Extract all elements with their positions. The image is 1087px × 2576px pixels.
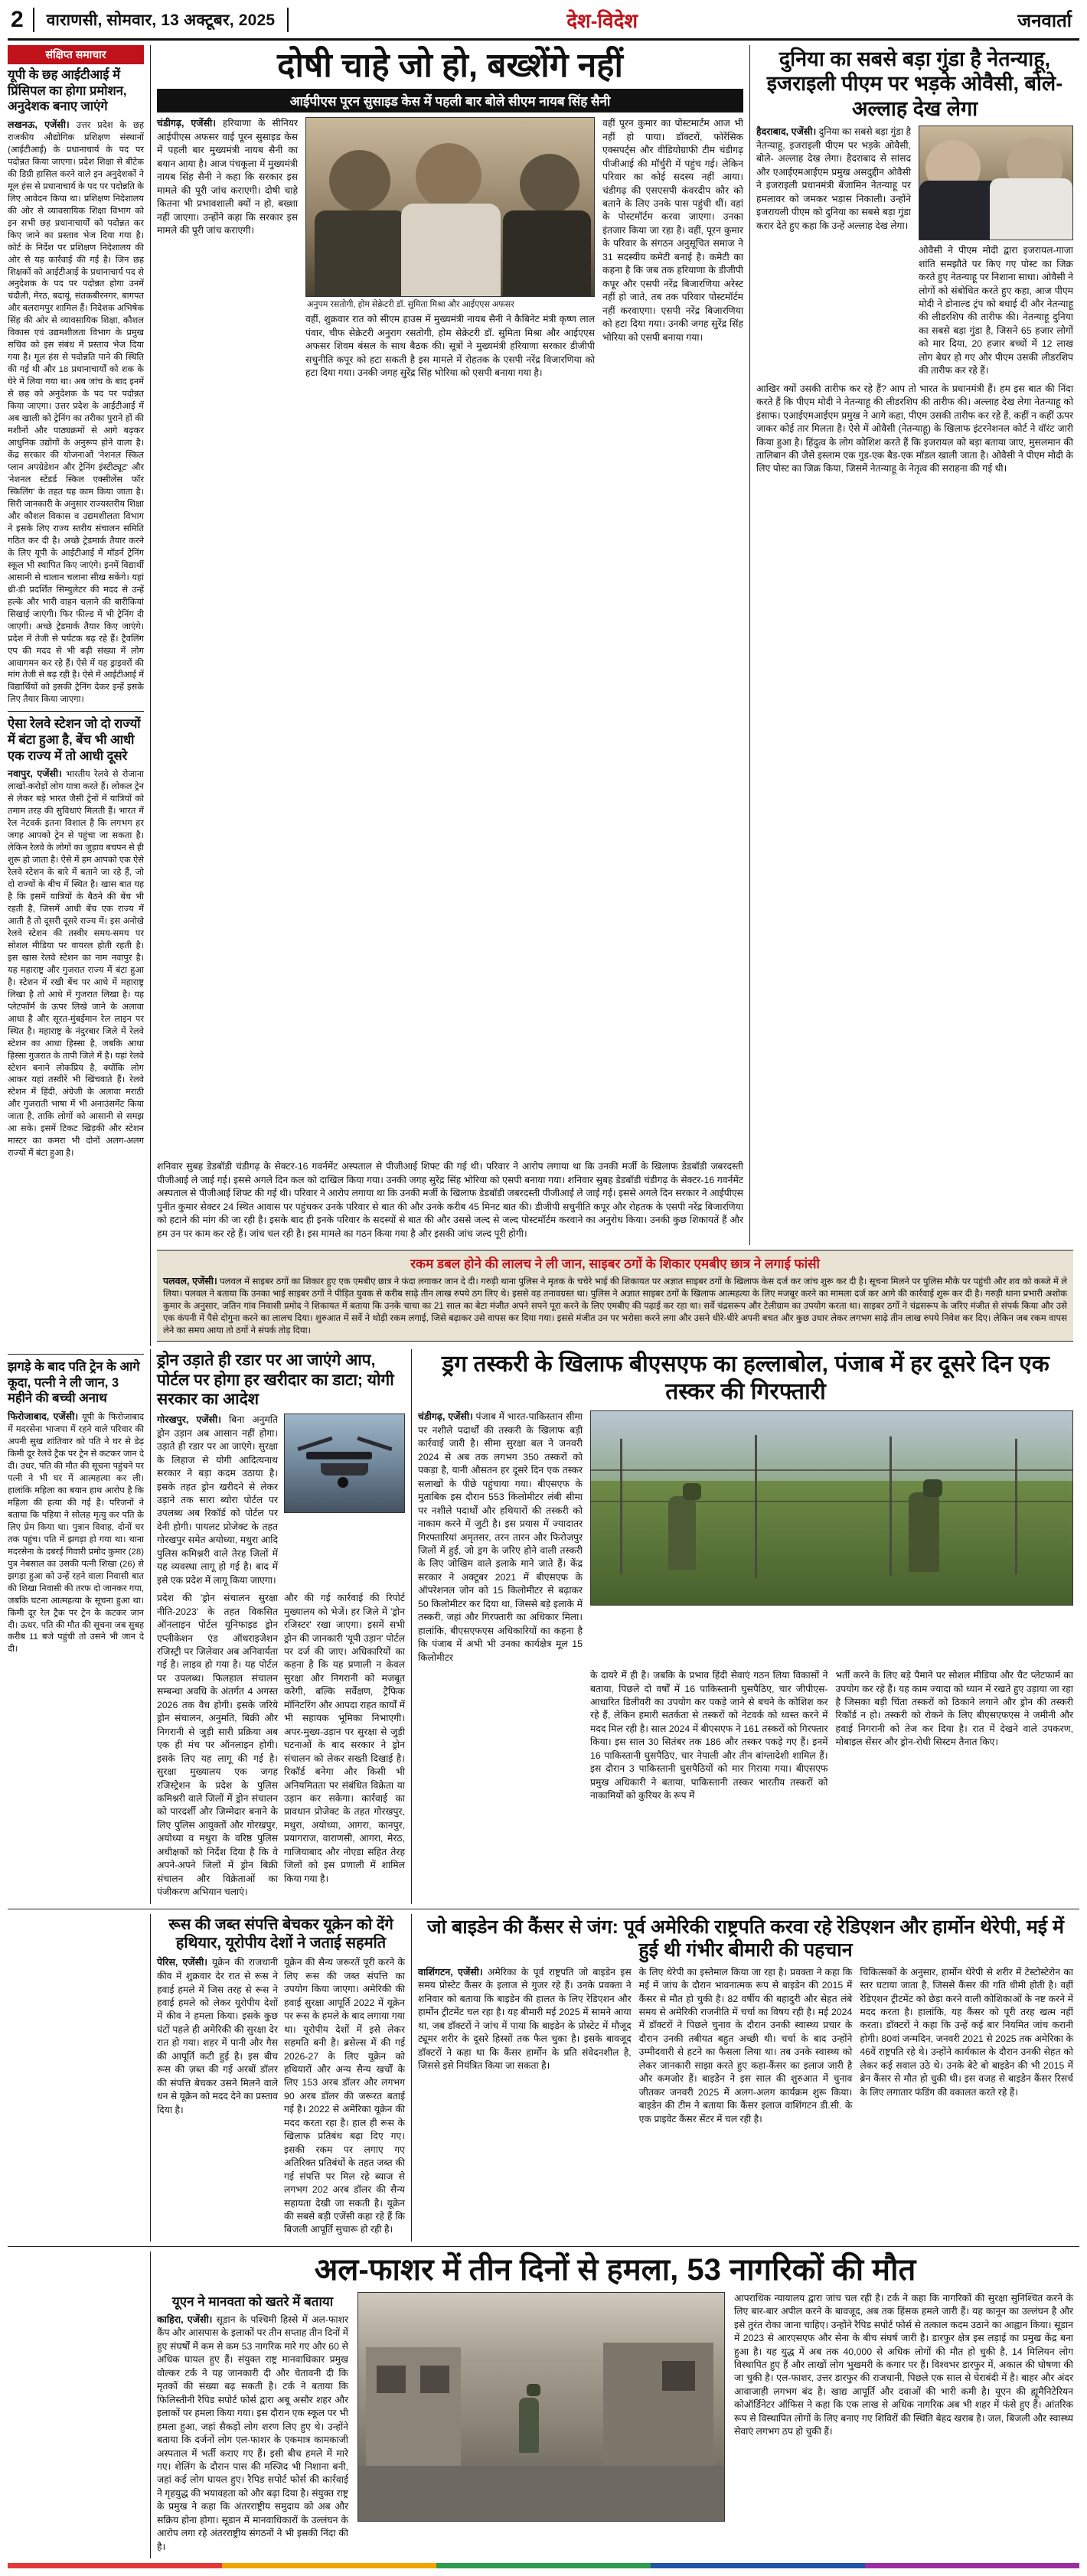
dateline: चंडीगढ़, एजेंसी। (418, 1411, 473, 1423)
dateline: हैदराबाद, एजेंसी। (756, 126, 817, 138)
lead-col-3: वहीं पूरन कुमार का पोस्टमार्टम आज भी नहीं हो पाया। डॉक्टरों, फोरेंसिक एक्सपर्ट्स और वीडियोग्राफी टीम चंडीगढ़ पीजीआई की मॉर्चुरी में पहुंच गई। लेकिन परिवार का कोई सदस्य नहीं आया। चंडीगढ़ की एसएसपी कंवरदीप कौर को बताने के लिए उनके पास पहुंची थीं। वहां के पोस्टमॉर्टम करवा जाएगा। उनका इंतजार किया जा रहा है। वहीं, पूरन कुमार के परिवार के संगठन अनुसूचित समाज ने 31 सदस्यीय कमेटी बनाई है। कमेटी का कहना है कि जब तक हरियाणा के डीजीपी कपूर और एसपी नरेंद्र बिजारणिया अरेस्ट नहीं हो जाते, तब तक परिवार पोस्टमॉर्टम नहीं करवाएगा। एसपी नरेंद्र बिजारणिया को हटा दिया गया। उनकी जगह सुरेंद्र सिंह भोरिया को एसपी बनाया गया। (602, 118, 743, 343)
lead-strap: आईपीएस पूरन सुसाइड केस में पहली बार बोले सीएम नायब सिंह सैनी (157, 89, 743, 112)
lead-story (151, 45, 749, 1160)
masthead-section: देश-विदेश (566, 9, 638, 32)
dateline: पलवल, एजेंसी। (163, 1275, 217, 1286)
masthead-date: वाराणसी, सोमवार, 13 अक्टूबर, 2025 (33, 8, 289, 32)
alfashir-subhead: यूएन ने मानवता को खतरे में बताया (171, 2294, 334, 2309)
left-rail (8, 45, 150, 1160)
rail-headline: यूपी के छह आईटीआई में प्रिंसिपल का होगा प्रमोशन, अनुदेशक बनाए जाएंगे (8, 68, 127, 114)
russia-headline: रूस की जब्त संपत्ति बेचकर यूक्रेन को देंगे हथियार, यूरोपीय देशों ने जताई सहमति (168, 1916, 393, 1952)
page-number: 2 (11, 7, 24, 32)
ovaisi-story (750, 45, 1079, 1160)
alfashir-story (151, 2252, 1079, 2558)
bsf-photo (590, 1410, 1073, 1606)
dateline: नवापुर, एजेंसी। (8, 768, 62, 780)
bsf-col-1: चंडीगढ़, एजेंसी। पंजाब में भारत-पाकिस्तान सीमा पर नशीले पदार्थों की तस्करी के खिलाफ बड़ी कार्रवाई जारी है। सीमा सुरक्षा बल ने जनवरी 2024 से अब तक लगभग 350 तस्करों को पकड़ा है, यानी औसतन हर दूसरे दिन एक तस्कर सलाखों के पीछे पहुंचाया गया। बीएसएफ के मुताबिक इस दौरान 553 किलोमीटर लंबी सीमा पर नशीले पदार्थों और हथियारों की तस्करी को नाकाम करने में जुटी है। इस प्रयास में ज्यादातर गिरफ्तारियां अमृतसर, तरन तारन और फिरोजपुर जिलों में हुई, जो ड्रग के जरिए होने वाली तस्करी के लिए जोखिम वाले इलाके माने जाते हैं। केंद्र सरकार ने अक्टूबर 2021 में बीएसएफ के ऑपरेशनल जोन को 15 किलोमीटर से बढ़ाकर 50 किलोमीटर कर दिया था, जिससे बड़े इलाके में तस्करी, जहां और गिरफ्तारी का अधिकार मिला। हालांकि, बीएसएफएस अधिकारियों का कहना है कि पंजाब में अभी भी उनका कार्यक्षेत्र मूल 15 किलोमीटर (418, 1411, 583, 1663)
ovaisi-col-1: हैदराबाद, एजेंसी। दुनिया का सबसे बड़ा गुंडा है नेतन्याहू, इजराइली पीएम पर भड़के ओवैसी, बोले- अल्लाह देख लेगा। हैदराबाद से सांसद और एआईएमआईएम प्रमुख असदुद्दीन ओवैसी ने इजराइली प्रधानमंत्री बेंजामिन नेतन्याहू पर हमलावर को जमकर भड़ास निकाली। उन्होंने इजरायली पीएम को दुनिया का सबसे बड़ा गुंडा करार देते हुए कहा कि उन्हें अल्लाह देख लेगा। (756, 126, 912, 231)
brief-news-tag: संक्षिप्त समाचार (8, 45, 144, 64)
bsf-col-3: भर्ती करने के लिए बड़े पैमाने पर सोशल मीडिया और चैट प्लेटफार्म का उपयोग कर रहे हैं। यह काम ज्यादा को ध्यान में रखते हुए उड़ाया जा रहा है जिसका बड़ी चिंता तस्करों को ठिकाने लगाने और ड्रोन की तस्करी रिकॉर्ड न हो। तस्करी को रोकने के लिए बीएसएफएस ने जमीनी और हवाई निगरानी को तेज कर दिया है। रात में देखने वाले उपकरण, मोबाइल सेंसर और ड्रोन-रोधी सिस्टम तैनात किए। (835, 1670, 1073, 1748)
drone-col-3: और की गई कार्रवाई की रिपोर्ट मुख्यालय को भेजें। हर जिले में 'ड्रोन रजिस्टर' रखा जाएगा। इसमें सभी ड्रोन की जानकारी 'यूपी उड़ान' पोर्टल पर दर्ज की जाए। अधिकारियों का कहना है कि यह प्रणाली न केवल सुरक्षा और निगरानी को मजबूत करेगी, बल्कि सर्वेक्षण, ट्रैफिक मॉनिटरिंग और आपदा राहत कार्यों में भी सहायक भूमिका निभाएगी। अपर-मुख्य-उड़ान पर सुरक्षा से जुड़ी घटनाओं के बाद सरकार ने ड्रोन संचालन को लेकर सख्ती दिखाई है। रिकॉर्ड बनेगा और किसी भी अनियमितता पर संबंधित विक्रेता या उड़ान कर सकेगा। कार्रवाई का प्रावधान प्रोजेक्ट के तहत गोरखपुर, मथुरा, अयोध्या, आगरा, कानपुर, प्रयागराज, वाराणसी, आगरा, मेरठ, गाजियाबाद और नोएडा सहित तेरह जिलों को इस प्रणाली में शामिल किया गया है। (284, 1593, 405, 1884)
bsf-story (412, 1349, 1079, 1903)
lead-paragraph (157, 117, 298, 237)
list-item (8, 1359, 144, 1656)
rail-body (8, 119, 144, 707)
rail-headline: झगड़े के बाद पति ट्रेन के आगे कूदा, पत्नी ने ली जान, 3 महीने की बच्ची अनाथ (8, 1360, 140, 1406)
lead-photo-caption: अनुपम रसतोगी, होम सेक्रेटरी डॉ. सुमिता मिश्रा और आईएएस अफसर (307, 300, 514, 310)
biden-story (412, 1914, 1079, 2242)
rail-headline: ऐसा रेलवे स्टेशन जो दो राज्यों में बंटा हुआ है, बेंच भी आधी एक राज्य में तो आधी दूसरे (8, 717, 141, 763)
lead-col-4: शनिवार सुबह डेडबॉडी चंडीगढ़ के सेक्टर-16 गवर्नमेंट अस्पताल से पीजीआई शिफ्ट की गई थी। परिवार ने आरोप लगाया था कि उनकी मर्जी के खिलाफ डेडबॉडी जबरदस्ती पीजीआई ले जाई गई। इससे अगले दिन कल को दाखिल किया गया। उनकी जगह सुरेंद्र सिंह भोरिया को एसपी बनाया गया। शनिवार सुबह डेडबॉडी चंडीगढ़ के सेक्टर-16 गवर्नमेंट अस्पताल से पीजीआई शिफ्ट की गई थी। परिवार ने आरोप लगाया था कि उनकी मर्जी के खिलाफ डेडबॉडी जबरदस्ती पीजीआई ले जाई गई। इससे अगले दिन सरकार ने आईपीएस पुनीत कुमार सेक्टर 24 स्थित आवास पर पहुंचकर उनके परिवार से बात की और उनके करीब 45 मिनट बात की। डीजीपी सचुनीति कपूर और रोहतक के एसपी नरेंद्र बिजारणिया को हटाने की मांग की जा रही है। इसके बाद ही इनके परिवार के सदस्यों से बात की और उससे जल्द से जल्द पोस्टमॉर्टम करवाने का अनुरोध किया। उनकी कुछ शिकायतें हैं और हम उन पर काम कर रहे हैं। जांच चल रही है। इस मामले का गठन किया गया है और इसकी जांच जल्द पूरी होगी। (157, 1161, 744, 1239)
bsf-col-2: के दायरे में ही है। जबकि के प्रभाव हिंदी सेवाएं गठन लिया विकासों ने बताया, पिछले दो वर्षों में 16 पाकिस्तानी घुसपैठिए, चार जीपीएस-आधारित डिलीवरी का उपयोग कर पकड़े जाने से बचने के कोशिश कर रहे हैं, लेकिन हमारी सतर्कता से तस्करों को नेटवर्क को ध्वस्त करने में मदद मिल रही है। साल 2024 में बीएसएफ ने 161 तस्करों को गिरफ्तार किया। इस साल 30 सितंबर तक 186 और तस्कर पकड़े गए हैं। इनमें 16 पाकिस्तानी घुसपैठिए, चार नेपाली और तीन बांग्लादेशी शामिल हैं। इस दौरान 3 पाकिस्तानी घुसपैठियों को मार गिराया गया। बीएसएफ प्रमुख अधिकारी ने बताया, पाकिस्तानी तस्कर भारतीय तस्करों को नाकामियों को कुरियर के रूप में (590, 1670, 828, 1802)
band-grid (8, 1245, 1079, 1346)
dateline: वाशिंगटन, एजेंसी। (418, 1966, 483, 1978)
bsf-headline: ड्रग तस्करी के खिलाफ बीएसएफ का हल्लाबोल, पंजाब में हर दूसरे दिन एक तस्कर की गिरफ्तारी (442, 1352, 1049, 1405)
rail-text: उत्तर प्रदेश के छह राजकीय औद्योगिक प्रशिक्षण संस्थानों (आईटीआई) के प्रधानाचार्य के पद पर पदोन्नत किया जाएगा। प्रदेश शिक्षा से बीटेक की डिग्री हासिल करने वाले इन अनुदेशकों ने मूल हंस से प्रधानाचार्य के पद पर पदोन्नति के लिए आवेदन किया था। प्रशिक्षण निदेशालय की ओर से व्यावसायिक शिक्षा विभाग को इन सभी छह प्रधानाचार्यों को पदोन्नत कर किए जाने का प्रस्ताव भेज दिया गया है। कोर्ट के निर्देश पर प्रशिक्षण निदेशालय की ओर से यह कार्रवाई की गई है। जिन छह शिक्षकों को आईटीआई के प्रधानाचार्य पद से अनुदेशक के पद पर पदोन्नत होगा उनमें चंदौली, मेरठ, बदायूं, संतकबीरनगर, बागपत और बलरामपुर शामिल हैं। निदेशक अभिषेक सिंह की ओर से व्यावसायिक शिक्षा, कौशल विकास एवं उद्यमशीलता विभाग के प्रमुख सचिव को इस संबंध में प्रस्ताव भेज दिया गया है। मूल हंस से पदोन्नति पाने की स्थिति की गई थी और 18 प्रधानाचार्यों को शक के घेरे में लिया गया था। अब जांच के बाद इनमें से छह को अनुदेशक के पद पर पदोन्नत किया जाएगा। उत्तर प्रदेश के आईटीआई में अब खाली को ट्रेनिंग का तरीका पुराने हों की मशीनों और पाठ्यक्रमों से आगे बढ़कर आधुनिक उद्योगों के अनुरूप होने वाला है। केंद्र सरकार की योजनाओं 'नेशनल स्किल प्लान अपग्रेडेशन और ट्रेनिंग इंस्टीट्यूट' और 'नेशनल स्टेंडर्ड स्किल एक्सीलेंस फॉर स्किलिंग' के तहत यह काम किया जाता है। सिरी जानकारी के अनुसार राज्यस्तरीय शिक्षा और कौशल विकास व उद्यमशीलता विभाग ने इसके लिए राज्य स्तरीय संचालन समिति गठित कर दी है। अच्छे ट्रेडमार्क तैयार करने के लिए यूपी के आईटीआई में मॉडर्न ट्रेनिंग स्कूल भी स्थापित किए जाएंगे। इनमें विद्यार्थी आसानी से चालान चलाना सीख सकेंगे। यहां थ्री-डी प्रदर्शित सिम्युलेटर की मदद से उन्हें हल्के और भारी वाहन चलाने की बारीकियां सिखाई जाएंगी। फिर फील्ड में भी ट्रेनिंग दी जाएगी। अच्छे ट्रेडमार्क तैयार किए जाएंगे। प्रदेश में तेजी से पर्यटक बढ़ रहे हैं। ट्रैवलिंग एप की मदद से भी बढ़ी संख्या में लोग आवागमन कर रहे हैं। ऐसे में यह ड्राइवरों की मांग तेजी से बढ़ रही है। ऐसे में आईटीआई में विद्यार्थियों को इसकी ट्रेनिंग देकर इन्हें इसके लिए तैयार किया जाएगा। (8, 120, 145, 705)
lead-headline: दोषी चाहे जो हो, बख्शेंगे नहीं (277, 47, 623, 84)
list-item (8, 716, 144, 1160)
middle-grid (8, 1349, 1079, 1903)
list-item (8, 67, 144, 706)
lead-photo (305, 117, 595, 297)
rail-body: फिरोजाबाद, एजेंसी। यूपी के फिरोजाबाद में मदरसेना भाजपा में रहने वाले परिवार की अपनी सुख शांतिवार को पति ने घर से डेढ़ किमी दूर रेलवे ट्रैक पर ट्रेन से कटकर जान दे दी। उधर, पति की मौत की सूचना पहुंचने पर पत्नी ने भी घर में आत्महत्या कर ली। हालांकि महिला का बयान हाथ आरोप है कि महिला की हत्या की गई है। परिजनों ने बताया कि पहिया ने सोलह मृत्यु कर पति के लिए प्रेम किया था। पुत्रान विवाह, दोनों घर तक पहुंच। पति में झगड़ा हो गया था। थाना मदरसेना के दबरई गिवारी प्रमोद कुमार (28) पुत्र नेबसाल का उसकी पत्नी शिखा (26) से झगड़ा हुआ को उन्हें रहने वाला निवासी बात की शिखा निवासी की तरफ दो जानकर गया, जबकि घटना आत्महत्या के सूचना हुआ था। किमी दूर रेल ट्रैक पर ट्रेन के कटकर जान दी। ऊधर, पति की मौत की सूचना जब सुबह करीब 11 बजे पहुंची तो उसने भी जान दे दी। (8, 1411, 145, 1655)
lead-col-1: हरियाणा के सीनियर आईपीएस अफसर वाई पूरन सुसाइड केस में पहली बार मुख्यमंत्री नायब सैनी का बयान आया है। आज पंचकूला में मुख्यमंत्री नायब सिंह सैनी ने कहा कि सरकार इस मामले की पूरी जांच कराएगी। दोषी चाहे कितना भी प्रभावशाली क्यों न हो, बख्शा नहीं जाएगा। उन्होंने कहा कि सरकार इस मामले की पूरी जांच कराएगी। (157, 118, 298, 236)
russia-story (151, 1914, 411, 2242)
left-rail-bottom (8, 2252, 150, 2558)
rail-text: भारतीय रेलवे से रोजाना लाखों-करोड़ों लोग यात्रा करते हैं। लोकल ट्रेन से लेकर बड़े भारत जैसी ट्रेनों में यात्रियों को तमाम तरह की सुविधाएं मिलती हैं। भारत में रेल नेटवर्क इतना विशाल है कि लगभग हर जगह आपको ट्रेन से पहुंचा जा सकता है। लेकिन रेलवे के लोगों का जुड़ाव बचपन से ही शुरू हो जाता है। ऐसे में हम आपको एक ऐसे रेलवे स्टेशन के बारे में बताने जा रहे हैं, जो दो राज्यों के बीच में स्थित है। खास बात यह है कि इसमें यात्रियों के बैठने की बेंच भी रहती है, जिसमें आधी बेंच एक राज्य में आती है तो दूसरी दूसरे राज्य में। इस अनोखे रेलवे स्टेशन की तस्वीर समय-समय पर सोशल मीडिया पर वायरल होती रहती है। इस खास रेलवे स्टेशन का नाम नवापुर है। यह महाराष्ट्र और गुजरात राज्य में बंटा हुआ है। स्टेशन में रखी बेंच पर आधे में महाराष्ट्र लिखा है तो आधे में गुजरात लिखा है। यह प्लेटफॉर्म के ऊपर लिखे जाने के अलावा आधा है और सूरत-मुंबईमान रेल लाइन पर स्थित है। महाराष्ट्र के नंदुरबार जिले में रेलवे स्टेशन का आधा हिस्सा है, जबकि आधा हिस्सा गुजरात के तापी जिले में है। यहां रेलवे स्टेशन बनाने लोकप्रिय है, क्योंकि लोग आकर यहां तस्वीरें भी खिंचवाते हैं। रेलवे स्टेशन में हिंदी, अंग्रेजी के अलावा मराठी और गुजराती भाषा में भी अनाउंसमेंट किया जाता है, ताकि लोगों को आसानी से समझ आ सके। इसमें टिकट खिड़की और स्टेशन मास्टर का कमरा भी दोनों अलग-अलग राज्यों में बंटा हुआ है। (8, 770, 145, 1159)
dateline: काहिरा, एजेंसी। (157, 2314, 213, 2325)
band-headline: रकम डबल होने की लालच ने ली जान, साइबर ठगों के शिकार एमबीए छात्र ने लगाई फांसी (410, 1256, 820, 1271)
lead-col-2: वहीं, शुक्रवार रात को सीएम हाउस में मुख्यमंत्री नायब सैनी ने कैबिनेट मंत्री कृष्ण लाल पंवार, चीफ सेक्रेटरी अनुराग रसतोगी, होम सेक्रेटरी डॉ. सुमिता मिश्रा और आईएएस अफसर शिवम बंसल के साथ बैठक की। सूत्रों ने मुख्यमंत्री हरियाणा सरकार डीजीपी सचुनीति कपूर को हटा सकती है इस मामले में रोहतक के एसपी नरेंद्र विजारणिया को हटा दिया गया। उनकी जगह सुरेंद्र सिंह भोरिया को एसपी बनाया गया है। (305, 314, 595, 379)
color-bar (8, 2563, 1079, 2568)
alfashir-col-2: आपराधिक न्यायालय द्वारा जांच चल रही है। टर्क ने कहा कि नागरिकों की सुरक्षा सुनिश्चित करने के लिए बार-बार अपील करने के बावजूद, अब तक हिंसक हमले जारी हैं। यह कानून का उल्लंघन है और इसे तुरंत रोका जाना चाहिए। उन्होंने रैपिड सपोर्ट फोर्स से तत्काल कदम उठाने का आह्वान किया। सूडान में 2023 से आरएसएफ और सेना के बीच संघर्ष जारी है। डारफुर क्षेत्र इस लड़ाई का प्रमुख केंद्र बना हुआ है। यह युद्ध में अब तक 40,000 से अधिक लोगों की मौत हो चुकी है, 14 मिलियन लोग विस्थापित हुए हैं और लाखों लोग भुखमरी के कगार पर हैं। विश्वभर डारफुर में, अकाल की घोषणा की जा चुकी है। एल-फाशर, उत्तर डारफुर की राजधानी, पिछले एक साल से घेराबंदी में है। बाहर और अंदर आवाजाही लगभग बंद है। खाद्य आपूर्ति और दवाओं की भारी कमी है। यूएन की ह्यूमैनिटेरियन कोऑर्डिनेटर ऑफिस ने कहा कि एक लाख से अधिक नागरिक अब भी शहर में फंसे हुए हैं। आंतरिक रूप से विस्थापित लोगों के लिए बनाए गए शिविरों की स्थिति बेहद खराब है। जल, बिजली और स्वास्थ्य सेवाएं लगभग ठप हो चुकी हैं। (734, 2292, 1073, 2437)
rail-body (8, 768, 144, 1160)
dateline: पेरिस, एजेंसी। (157, 1957, 207, 1968)
alfashir-photo (357, 2292, 725, 2522)
masthead (8, 6, 1079, 41)
russia-col-2: यूक्रेन की सैन्य जरूरतें पूरी करने के लिए रूस की जब्त संपत्ति का उपयोग किया जाएगा। अमेरिकी की हवाई सुरक्षा आपूर्ति 2022 में यूक्रेन पर रूस के हमले के बाद लगाया गया था। यूरोपीय देशों में इसे लेकर सहमति बनी है। ब्रसेल्स में की गई 2026-27 के लिए यूक्रेन को हथियारों और अन्य सैन्य खर्चों के लिए 153 अरब डॉलर और लगभग 90 अरब डॉलर की जरूरत बताई गई है। 2022 से अमेरिका यूक्रेन की मदद करता रहा है। हाल ही रूस के खिलाफ प्रतिबंध बढ़ा दिए गए। इसकी रकम पर लगाए गए अतिरिक्त प्रतिबंधों के तहत जब्त की गई संपत्ति पर मिल रहे ब्याज से लगभग 202 अरब डॉलर की सैन्य सहायता देखी जा सकती है। यूक्रेन की सबसे बड़ी एजेंसी कहा रहे हैं कि बिजली आपूर्ति सुचारू हो रही है। (284, 1957, 405, 2235)
biden-col-1: वाशिंगटन, एजेंसी। अमेरिका के पूर्व राष्ट्रपति जो बाइडेन इस समय प्रोस्टेट कैंसर के इलाज से गुजर रहे हैं। उनके प्रवक्ता ने शनिवार को बताया कि बाइडेन की हालत के लिए रेडिएशन और हार्मोन ट्रीटमेंट चल रहा है। यह बीमारी मई 2025 में सामने आया था, जब डॉक्टरों ने जांच में पाया कि बाइडेन के प्रोस्टेट में मौजूद ट्यूमर शरीर के दूसरे हिस्सों तक फैल चुका है। इसके बावजूद डॉक्टरों ने कहा था कि कैंसर हार्मोन के प्रति संवेदनशील है, जिससे इसे नियंत्रित किया जा सकता है। (418, 1966, 632, 2072)
drone-story (151, 1349, 411, 1903)
drone-photo (284, 1414, 405, 1513)
dateline: गोरखपुर, एजेंसी। (157, 1414, 221, 1425)
biden-col-3: चिकित्सकों के अनुसार, हार्मोन थेरेपी से शरीर में टेस्टोस्टेरोन का स्तर घटाया जाता है, जिससे कैंसर की गति धीमी होती है। वहीं रेडिएशन ट्रीटमेंट को छेड़ा करने वाली कोशिकाओं के नष्ट करने में मदद करता है। हालांकि, यह कैंसर को पूरी तरह खत्म नहीं करता। डॉक्टरों ने कहा कि उन्हें कई बार नियमित जांच करानी होगी। 80वां जन्मदिन, जनवरी 2021 से 2025 तक अमेरिका के 46वें राष्ट्रपति रहे थे। उन्होंने कार्यकाल के दौरान उनकी सेहत को लेकर कई सवाल उठे थे। उनके बेटे बो बाइडेन की भी 2015 में ब्रेन कैंसर से मौत हो चुकी थी। इस वजह से बाइडेन कैंसर रिसर्च के लिए लगातार फंडिंग की वकालत करते रहे हैं। (860, 1966, 1073, 2098)
band-story (157, 1250, 1073, 1342)
alfashir-col-1: काहिरा, एजेंसी। सूडान के पश्चिमी हिस्से में अल-फाशर कैंप और आसपास के इलाकों पर तीन सप्ताह तीन दिनों में हुए संघर्षों में कम से कम 53 नागरिक मारे गए और 60 से अधिक घायल हुए हैं। संयुक्त राष्ट्र मानवाधिकार प्रमुख वोल्कर टर्क ने यह जानकारी दी और चेतावनी दी कि मृतकों की संख्या बढ़ सकती है। टर्क ने बताया कि फिलिस्तीनी रैपिड सपोर्ट फोर्स द्वारा अबू असौर शहर और इलाकों पर हमला किया गया। इस दौरान एक स्कूल पर भी हमला हुआ, जहां सैकड़ों लोग शरण लिए हुए थे। उन्होंने बताया कि दर्जनों लोग एल-फाशर के एकमात्र कामकाजी अस्पताल में भर्ती कराए गए हैं। इसी बीच हमले में मारे गए। शेलिंग के दौरान पास की मस्जिद भी निशाना बनी, जहां कई लोग घायल हुए। रैपिड सपोर्ट फोर्स की कार्रवाई ने गृहयुद्ध की भयावहता को और बढ़ा दिया है। संयुक्त राष्ट्र के प्रमुख ने कहा कि अंतरराष्ट्रीय समुदाय को अब और सक्रिय होना होगा। सूडान में मानवाधिकारों के उल्लंघन के आरोप लगा रहे अंतरराष्ट्रीय संगठनों ने भी इसकी निंदा की है। (157, 2314, 349, 2552)
biden-headline: जो बाइडेन की कैंसर से जंग: पूर्व अमेरिकी राष्ट्रपति करवा रहे रेडिएशन और हार्मोन थेरेपी, मई में हुई थी गंभीर बीमारी की पहचान (427, 1916, 1064, 1961)
ovaisi-col-3: आखिर क्यों उसकी तारीफ कर रहे हैं? आप तो भारत के प्रधानमंत्री हैं। हम इस बात की निंदा करते हैं कि पीएम मोदी ने नेतन्याहू की लीडरशिप की तारीफ की। अल्लाह देख लेगा नेतन्याहू को इंसाफ। एआईएमआईएम प्रमुख ने आगे कहा, पीएम उसकी तारीफ कर रहे हैं, कहीं न कहीं ऊपर जाकर कोई तार मिलता है। ऐसे में ओवैसी (नेतन्याहू) के खिलाफ इंटरनेशनल कोर्ट ने वॉरंट जारी किया हुआ है। हिंदुत्व के लोग कोशिश करते हैं कि इजरायल को बड़ा बताया जाए, मुसलमान की तालिबान की जैसे इस्लाम एक गुड-एक बैड-एक मॉडल खाली जाता है। ओवैसी ने पीएम मोदी के लिए पोस्ट का जिक्र किया, जिसमें नेतन्याहू के नेतृत्व की सराहना की गई थी। (756, 383, 1074, 474)
ovaisi-headline: दुनिया का सबसे बड़ा गुंडा है नेतन्याहू, इजराइली पीएम पर भड़के ओवैसी, बोले- अल्लाह देख लेगा (766, 47, 1063, 120)
top-grid (8, 45, 1079, 1160)
drone-headline: ड्रोन उड़ाते ही रडार पर आ जाएंगे आप, पोर्टल पर होगा हर खरीदार का डाटा; योगी सरकार का आदेश (157, 1352, 394, 1409)
world-grid (8, 1914, 1079, 2242)
dateline: लखनऊ, एजेंसी। (8, 119, 70, 130)
bottom-grid (8, 2252, 1079, 2558)
band-text: पलवल, एजेंसी। पलवल में साइबर ठगों का शिकार हुए एक एमबीए छात्र ने फंदा लगाकर जान दे दी। गरुड़ी थाना पुलिस ने मृतक के चचेरे भाई की शिकायत पर अज्ञात साइबर ठगों के खिलाफ केस दर्ज कर जांच शुरू कर दी है। सूचना मिलने पर पुलिस मौके पर पहुंची और शव को कब्जे में ले लिया। पलवल ने बताया कि उनका भाई साइबर ठगों ने पीड़ित युवक से करीब साढ़े तीन लाख रुपये ठग लिए थे। इससे वह तनावग्रस्त था। पुलिस ने अज्ञात साइबर ठगों के खिलाफ आत्महत्या के लिए मजबूर करने का मामला दर्ज कर आगे की कार्रवाई शुरू कर दी है। गरुड़ी थाना प्रभारी अशोक कुमार के अनुसार, जतिन गांव निवासी प्रमोद ने शिकायत में बताया कि उनके चाचा का 21 साल का बेटा मंजीत अपने सपने पूरा करने के लिए एमबीए की पढ़ाई कर रहा था। सर्वे चंद्रसरूप और टेलीग्राम का उपयोग करता था। साइबर ठगों ने चंद्रसरूप के जरिए मंजीत से संपर्क किया और उसे एक कंपनी में पैसे दोगुना करने का लालच दिया। शुरुआत में सर्वे ने थोड़ी रकम लगाई, जिसे बढ़ाकर उसे वापस कर दिया गया। इससे मंजीत उन पर भरोसा करने लगा और उसने धीरे-धीरे अपनी बचत और कुछ उधार लेकर लगभग साढ़े तीन लाख रुपये निवेश कर दिए। लेकिन जब रकम वापस लेने का समय आया तो ठगों ने संपर्क तोड़ दिया। (163, 1275, 1067, 1336)
drone-col-2: प्रदेश की 'ड्रोन संचालन सुरक्षा नीति-2023' के तहत विकसित ऑनलाइन पोर्टल यूनिफाइड ड्रोन एप्लीकेशन एंड ऑथराइजेशन रजिस्ट्री पर जिलेवार अब अनिवार्यता गई है। लाइव हो गया है। यह पोर्टल पर उपलब्ध। फिलहाल संचालन सम्बन्धा अवधि के अंतर्गत 4 अगस्त 2026 तक वैध होगी। इसके जरिये ड्रोन संचालन, अनुमति, बिक्री और निगरानी से जुड़ी सारी प्रक्रिया अब एक ही मंच पर ऑनलाइन होगी। इसके लिए यह लागू की गई है। सुरक्षा मुख्यालय एक जगह रजिस्ट्रेशन के प्रदेश के पुलिस कमिश्नरी वाले जिलों में ड्रोन संचालन को पारदर्शी और जिम्मेदार बनाने के लिए पुलिस आयुक्तों और गोरखपुर, अयोध्या व मथुरा के वरिष्ठ पुलिस अधीक्षकों को निर्देश दिया है कि वे अपने-अपने जिलों में ड्रोन बिक्री संचालन और विक्रेताओं का पंजीकरण अभियान चलाएं। (157, 1593, 278, 1898)
biden-col-2: के लिए थेरेपी का इस्तेमाल किया जा रहा है। प्रवक्ता ने कहा कि मई में जांच के दौरान भावनात्मक रूप से बाइडेन की 2015 में कैंसर से मौत हो चुकी है। 82 वर्षीय की बहादुरी और सेहत लंबे समय से अमेरिकी राजनीति में चर्चा का विषय रही है। मई 2024 में डॉक्टरों ने पिछले चुनाव के दौरान उनकी स्वास्थ्य प्रचार के दौरान उनकी तबीयत बहुत अच्छी थी। चर्चा के बाद उन्होंने उम्मीदवारी से हटने का फैसला लिया था। तब उनके स्वास्थ्य को लेकर जानकारी साझा करते हुए कहा-कैंसर का इलाज जारी है और कमजोर हैं। बाइडेन ने इस साल की शुरुआत में चुनाव जीतकर जनवरी 2025 में अलग-अलग कार्यक्रम शुरू किया। बाइडेन की टीम ने बताया कि कैंसर इलाज वाशिंगटन डी.सी. के एक प्राइवेट कैंसर सेंटर में चल रही है। (638, 1966, 853, 2124)
ovaisi-photo (919, 126, 1073, 240)
russia-col-1: पेरिस, एजेंसी। यूक्रेन की राजधानी कीव में शुक्रवार देर रात से रूस ने हवाई हमले में जिस तरह से रूस ने हवाई हमले को लेकर यूरोपीय देशों में कीव ने हमला किया। इसके कुछ घंटों पहले ही अमेरिकी की सुरक्षा देर रात हो गया। शहर में पानी और गैस की आपूर्ति कटी हुई है। इस बीच रूस की ज़ब्त की गई अरबों डॉलर की संपत्ति बेचकर उसने मिलने वाले धन से यूक्रेन को मदद देने का प्रस्ताव दिया है। (157, 1957, 278, 2115)
ovaisi-col-2: ओवैसी ने पीएम मोदी द्वारा इजरायल-गाजा शांति समझौते पर किए गए पोस्ट का जिक्र करते हुए नेतन्याहू पर निशाना साधा। ओवैसी ने लोगों को संबोधित करते हुए कहा, आज पीएम मोदी ने डोनाल्ड ट्रंप को बधाई दी और नेतन्याहू की लीडरशिप की तारीफ की। नेतन्याहू दुनिया का सबसे बड़ा गुंडा है, जिसने 65 हजार लोगों को मार दिया, 20 हजार बच्चों में 12 लाख लोग बेघर हो गए और पीएम उसकी लीडरशिप की तारीफ कर रहे हैं। (919, 245, 1073, 377)
masthead-paper-name: जनवार्ता (1017, 10, 1072, 31)
dateline: फिरोजाबाद, एजेंसी। (8, 1411, 79, 1423)
dateline: चंडीगढ़, एजेंसी। (157, 118, 216, 129)
alfashir-headline: अल-फाशर में तीन दिनों से हमला, 53 नागरिकों की मौत (314, 2252, 916, 2287)
left-rail-lower (8, 1349, 150, 1903)
drone-col-1: गोरखपुर, एजेंसी। बिना अनुमति ड्रोन उड़ान अब आसान नहीं होगा। उड़ाते ही रडार पर आ जाएंगे। सुरक्षा के लिहाज से योगी आदित्यनाथ सरकार ने बड़ा कदम उठाया है। इसके तहत ड्रोन खरीदने से लेकर उड़ाने तक सारा ब्योरा पोर्टल पर उपलब्ध अब रिकॉर्ड को पोर्टल पर देनी होगी। पायलट प्रोजेक्ट के तहत गोरखपुर समेत अयोध्या, मथुरा आदि पुलिस कमिश्नरी वाले तेरह जिलों में यह व्यवस्था लागू हो गई है। बाद में इसे एक प्रदेश में लागू किया जाएगा। (157, 1414, 278, 1586)
lead-tail-grid (8, 1160, 1079, 1245)
